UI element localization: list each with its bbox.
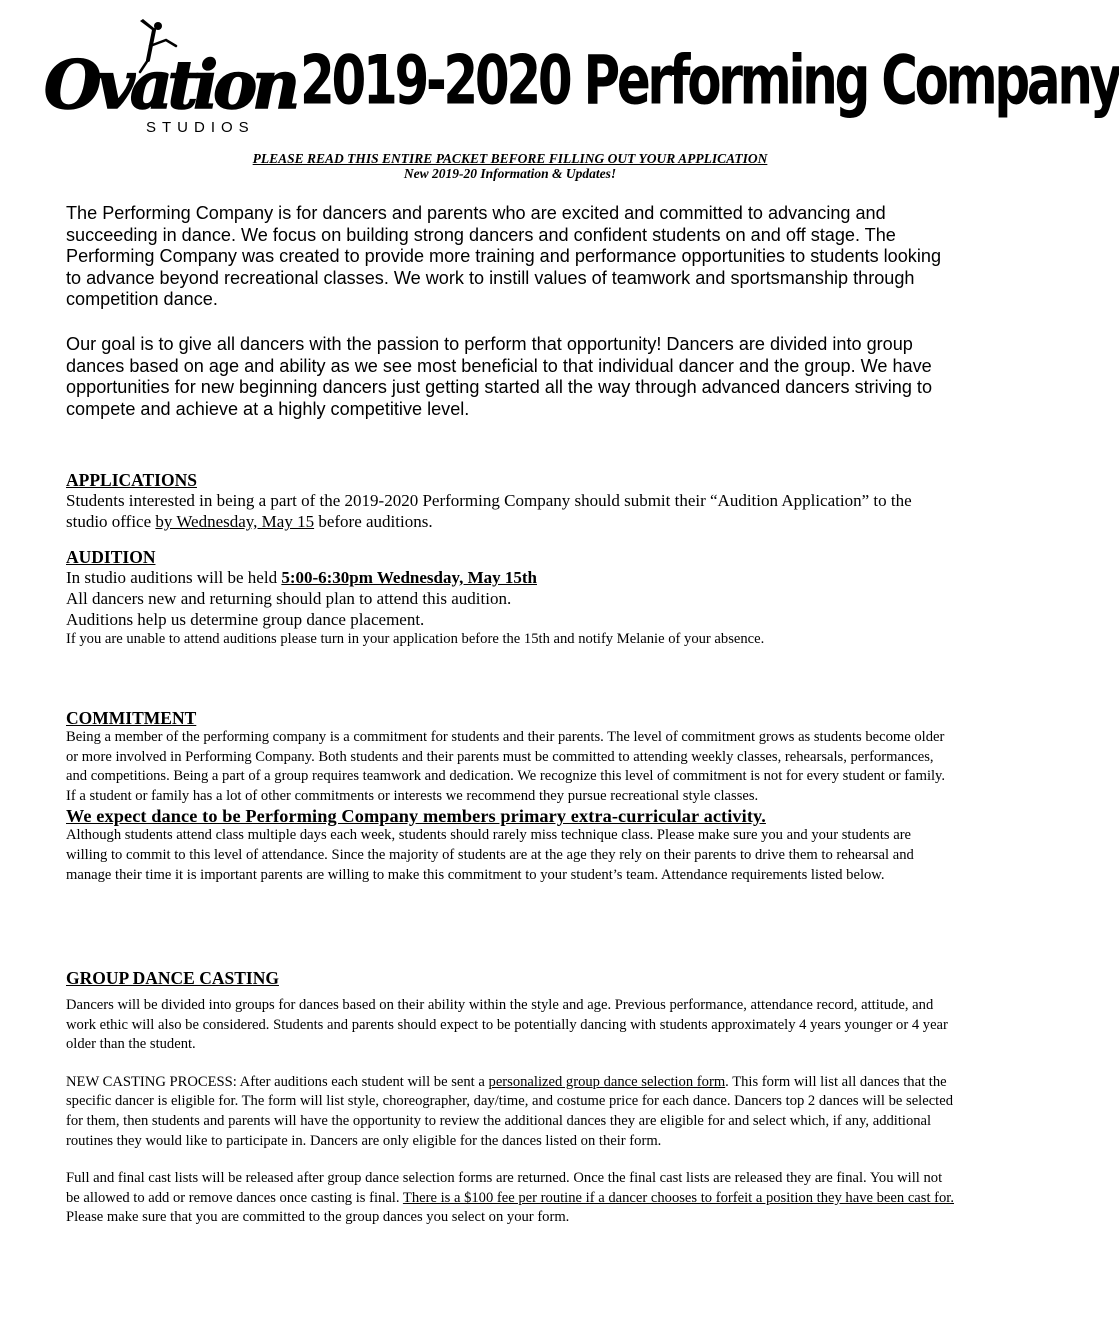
forfeit-fee-notice: There is a $100 fee per routine if a dancer chooses to forfeit a position they have been cast for. <box>402 1189 955 1206</box>
audition-time: 5:00-6:30pm Wednesday, May 15th <box>281 568 537 587</box>
selection-form-link: personalized group dance selection form <box>488 1073 726 1090</box>
audition-line-2: All dancers new and returning should plan to attend this audition. <box>66 589 512 608</box>
intro-paragraph-1: The Performing Company is for dancers and parents who are excited and committed to advancing and succeeding in dance. We focus on building strong dancers and confident students on and off stage. The Performing Company was created to provide more training and performance opportunities to students looking to advance beyond recreational classes. We work to instill values of teamwork and sportsmanship through competition dance. <box>66 203 942 310</box>
audition-section <box>66 547 956 650</box>
commitment-paragraph-2: Although students attend class multiple days each week, students should rarely miss technique class. Please make sure you and your students are willing to commit to this level of attendance. Since the majority of students are at the age they rely on their parents to drive them to rehearsal and manage their time it is important parents are willing to make this commitment to your student’s team. Attendance requirements listed below. <box>66 827 914 883</box>
audition-heading: AUDITION <box>66 547 156 567</box>
intro-paragraph-2: Our goal is to give all dancers with the passion to perform that opportunity! Dancers are divided into group dances based on age and ability as we see most beneficial to that individual dancer and the group. We have opportunities for new beginning dancers just getting started all the way through advanced dancers striving to compete and achieve at a highly competitive level. <box>66 334 933 419</box>
commitment-heading: COMMITMENT <box>66 708 197 728</box>
logo-wordmark: Ovation <box>44 46 296 124</box>
applications-text: Students interested in being a part of the 2019-2020 Performing Company should submit their “Audition Application” to the studio office by Wednesday, May 15 before auditions. <box>66 491 912 531</box>
audition-line-4: If you are unable to attend auditions please turn in your application before the 15th and notify Melanie of your absence. <box>66 631 765 647</box>
casting-heading: GROUP DANCE CASTING <box>66 968 279 988</box>
casting-paragraph-1: Dancers will be divided into groups for dances based on their ability within the style and age. Previous performance, attendance record, attitude, and work ethic will also be considered. Students and parents should expect to be potentially dancing with students approximately 4 years younger or 4 year older than the student. <box>66 997 948 1053</box>
logo-subtext: STUDIOS <box>146 119 255 136</box>
notice-line-1: PLEASE READ THIS ENTIRE PACKET BEFORE FILLING OUT YOUR APPLICATION <box>252 151 768 166</box>
casting-paragraph-2: NEW CASTING PROCESS: After auditions each student will be sent a personalized group dance selection form. This form will list all dances that the specific dancer is eligible for. The form will list style, choreographer, day/time, and costume price for each dance. Dancers top 2 dances will be selected for them, then students and parents will have the opportunity to review the additional dances they are eligible for and select which, if any, additional routines they would like to participate in. Dancers are only eligible for the dances listed on their form. <box>66 1073 954 1149</box>
commitment-emphasis: We expect dance to be Performing Company members primary extra-curricular activity. <box>66 806 766 827</box>
audition-line-1: In studio auditions will be held 5:00-6:30pm Wednesday, May 15th <box>66 568 537 587</box>
notice-line-2: New 2019-20 Information & Updates! <box>403 166 617 181</box>
applications-deadline: by Wednesday, May 15 <box>155 512 315 531</box>
page-title: 2019-2020 Performing Company <box>300 41 1119 120</box>
commitment-section <box>66 708 956 885</box>
applications-heading: APPLICATIONS <box>66 470 197 490</box>
ovation-logo <box>40 16 296 138</box>
read-notice <box>0 151 1020 181</box>
applications-section <box>66 470 956 532</box>
casting-section <box>66 968 956 1228</box>
casting-paragraph-3: Full and final cast lists will be released after group dance selection forms are returned. Once the final cast lists are released they are final. You will not be allowed to add or remove dances once casting is final. There is a $100 fee per routine if a dancer chooses to forfeit a position they have been cast for. Please make sure that you are committed to the group dances you select on your form. <box>66 1170 955 1226</box>
audition-line-3: Auditions help us determine group dance placement. <box>66 610 425 629</box>
commitment-paragraph-1: Being a member of the performing company is a commitment for students and their parents. The level of commitment grows as students become older or more involved in Performing Company. Both students and their parents must be committed to attending weekly classes, rehearsals, performances, and competitions. Being a part of a group requires teamwork and dedication. We recognize this level of commitment is not for every student or family. If a student or family has a lot of other commitments or interests we recommend they pursue recreational style classes. <box>66 729 946 804</box>
